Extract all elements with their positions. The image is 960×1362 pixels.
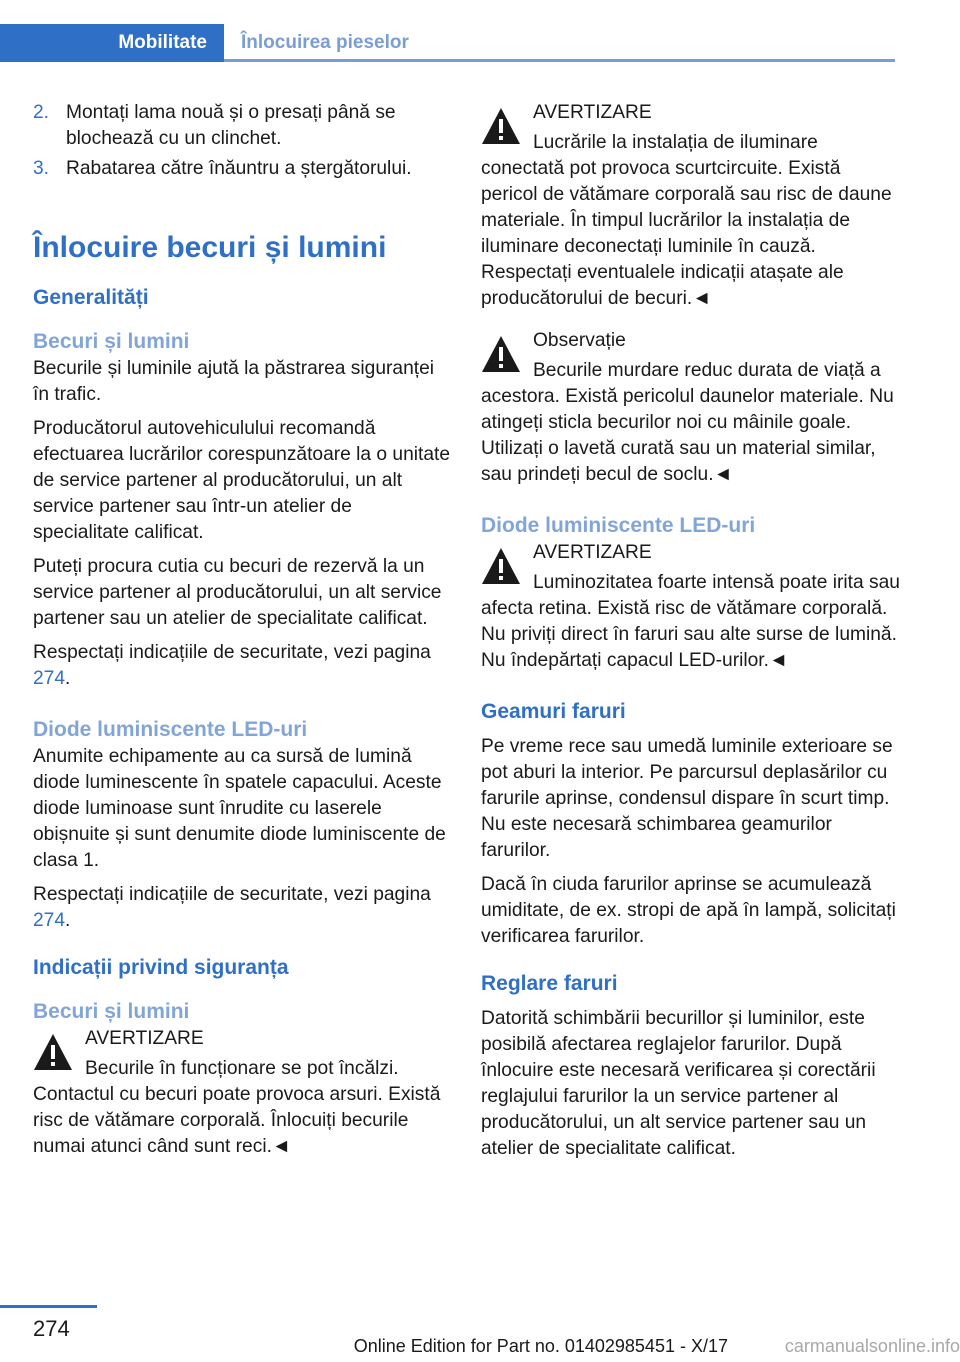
heading-headlight-adjust: Reglare faruri <box>481 972 618 995</box>
warning-block <box>481 540 901 674</box>
warning-text: Becurile în funcționare se pot încălzi. Contactul cu becuri poate provoca arsuri. Există risc de vătămare corporală. Înlocuiți becurile numai atunci când sunt reci.◄ <box>33 1058 441 1157</box>
section-title: Înlocuire becuri și lumini <box>33 231 387 264</box>
warning-triangle-icon <box>481 334 521 374</box>
warning-text: Luminozitatea foarte intensă poate irita sau afecta retina. Există risc de vătămare corporală. Nu priviți direct în faruri sau alte surse de lumină. Nu îndepărtați capacul LED-urilor.◄ <box>481 572 900 671</box>
paragraph: Becurile și luminile ajută la păstrarea siguranței în trafic. <box>33 358 435 405</box>
warning-text: Lucrările la instalația de iluminare conectată pot provoca scurtcircuite. Există pericol de vătămare corporală sau risc de daune materiale. În timpul lucrărilor la instalația de iluminare deconectați luminile în cauză. Respectați eventualele indicații atașate ale producătorului de becuri.◄ <box>481 132 892 309</box>
heading-safety: Indicații privind siguranța <box>33 956 289 979</box>
paragraph-with-link <box>33 640 453 692</box>
tab-inlocuirea-pieselor: Înlocuirea pieselor <box>241 32 409 53</box>
paragraph: Datorită schimbării becurillor și luminilor, este posibilă afectarea reglajelor farurilor. După înlocuire este necesară verificarea și corectării reglajului farurilor la un service partener al producătorului, un alt service partener sau un atelier de specialitate calificat. <box>481 1008 876 1159</box>
paragraph: Pe vreme rece sau umedă luminile exterioare se pot aburi la interior. Pe parcursul deplasărilor cu farurile aprinse, condensul dispare în scurt timp. Nu este necesară schimbarea geamurilor farurilor. <box>481 736 893 861</box>
paragraph: Puteți procura cutia cu becuri de rezervă la un service partener al producătorului, un alt service partener sau un atelier de specialitate calificat. <box>33 556 442 629</box>
warning-block <box>481 100 901 312</box>
page-header <box>0 0 960 62</box>
warning-triangle-icon <box>481 546 521 586</box>
edition-text: Online Edition for Part no. 01402985451 - X/17 <box>353 1336 728 1356</box>
step-3 <box>33 156 453 182</box>
heading-bulbs: Becuri și lumini <box>33 330 190 353</box>
step-text: Montați lama nouă și o presați până se blochează cu un clinchet. <box>66 102 396 149</box>
heading-general: Generalități <box>33 286 149 309</box>
note-block <box>481 328 901 488</box>
text: . <box>65 910 71 931</box>
left-column <box>33 100 453 1168</box>
right-column <box>481 100 901 1170</box>
warning-block <box>33 1026 453 1160</box>
heading-headlight-glass: Geamuri faruri <box>481 700 626 723</box>
heading-led: Diode luminiscente LED-uri <box>481 514 756 537</box>
page-link[interactable]: 274 <box>33 668 66 689</box>
footer-rule <box>0 1305 97 1308</box>
warning-triangle-icon <box>481 106 521 146</box>
text: Respectați indicațiile de securitate, vezi pagina <box>33 884 431 905</box>
warning-title: AVERTIZARE <box>533 542 652 563</box>
paragraph-with-link <box>33 882 453 934</box>
warning-title: AVERTIZARE <box>85 1028 204 1049</box>
text: Respectați indicațiile de securitate, vezi pagina <box>33 642 431 663</box>
text: . <box>65 668 71 689</box>
page-number: 274 <box>33 1316 70 1341</box>
heading-led: Diode luminiscente LED-uri <box>33 718 308 741</box>
paragraph: Anumite echipamente au ca sursă de lumină diode luminescente în spatele capacului. Aceste diode luminoase sunt înrudite cu laserele obișnuite și sunt denumite diode luminiscente de clasa 1. <box>33 746 446 871</box>
note-title: Observație <box>533 330 626 351</box>
heading-bulbs-safety: Becuri și lumini <box>33 1000 190 1023</box>
step-text: Rabatarea către înăuntru a ștergătorului. <box>66 158 412 179</box>
tab-mobilitate: Mobilitate <box>0 24 224 62</box>
note-text: Becurile murdare reduc durata de viață a acestora. Există pericolul daunelor materiale. Nu atingeți sticla becurilor noi cu mâinile goale. Utilizați o lavetă curată sau un material similar, sau prindeți becul de soclu.◄ <box>481 360 894 485</box>
header-rule <box>224 59 895 62</box>
step-2 <box>33 100 453 152</box>
step-number: 3. <box>33 158 50 179</box>
warning-title: AVERTIZARE <box>533 102 652 123</box>
page-link[interactable]: 274 <box>33 910 66 931</box>
paragraph: Producătorul autovehiculului recomandă efectuarea lucrărilor corespunzătoare la o unitate de service partener al producătorului, un alt service partener sau într-un atelier de specialitate calificat. <box>33 418 451 543</box>
watermark: carmanualsonline.info <box>784 1336 960 1356</box>
paragraph: Dacă în ciuda farurilor aprinse se acumulează umiditate, de ex. stropi de apă în lampă, solicitați verificarea farurilor. <box>481 874 896 947</box>
warning-triangle-icon <box>33 1032 73 1072</box>
step-number: 2. <box>33 102 50 123</box>
